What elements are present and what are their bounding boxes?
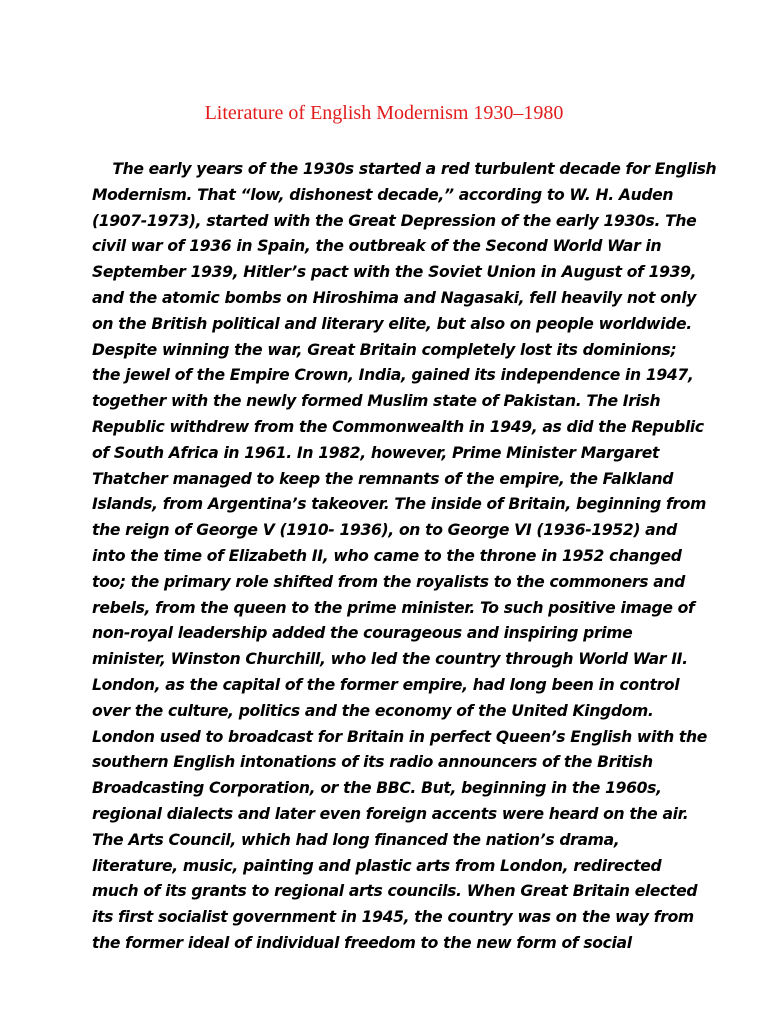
text-line: (1907-1973), started with the Great Depression of the early 1930s. The <box>92 211 697 230</box>
text-line: literature, music, painting and plastic arts from London, redirected <box>92 856 662 875</box>
text-line: the jewel of the Empire Crown, India, gained its independence in 1947, <box>92 366 694 385</box>
text-line: rebels, from the queen to the prime minister. To such positive image of <box>92 598 695 617</box>
text-line: Modernism. That “low, dishonest decade,” according to W. H. Auden <box>92 185 674 204</box>
document-title: Literature of English Modernism 1930–1980 <box>204 102 564 124</box>
text-line: civil war of 1936 in Spain, the outbreak of the Second World War in <box>92 237 662 256</box>
text-line: and the atomic bombs on Hiroshima and Nagasaki, fell heavily not only <box>92 288 697 307</box>
text-line: regional dialects and later even foreign accents were heard on the air. <box>92 804 689 823</box>
text-line: of South Africa in 1961. In 1982, however, Prime Minister Margaret <box>92 443 660 462</box>
text-line: Republic withdrew from the Commonwealth in 1949, as did the Republic <box>92 417 704 436</box>
text-line: minister, Winston Churchill, who led the country through World War II. <box>92 650 688 669</box>
text-line: too; the primary role shifted from the royalists to the commoners and <box>92 572 685 591</box>
text-line: the reign of George V (1910- 1936), on to George VI (1936-1952) and <box>92 521 677 540</box>
body-paragraph <box>92 157 732 957</box>
text-line: The early years of the 1930s started a red turbulent decade for English <box>92 160 717 178</box>
text-line: London used to broadcast for Britain in perfect Queen’s English with the <box>92 727 707 746</box>
text-line: together with the newly formed Muslim state of Pakistan. The Irish <box>92 392 661 411</box>
text-line: much of its grants to regional arts councils. When Great Britain elected <box>92 882 698 901</box>
text-line: into the time of Elizabeth II, who came to the throne in 1952 changed <box>92 546 682 565</box>
text-line: non-royal leadership added the courageous and inspiring prime <box>92 624 633 643</box>
text-line: Broadcasting Corporation, or the BBC. But, beginning in the 1960s, <box>92 779 662 798</box>
text-line: Despite winning the war, Great Britain completely lost its dominions; <box>92 340 677 359</box>
text-line: The Arts Council, which had long financed the nation’s drama, <box>92 830 620 849</box>
text-line: London, as the capital of the former empire, had long been in control <box>92 675 680 694</box>
text-line: its first socialist government in 1945, the country was on the way from <box>92 908 694 927</box>
text-line: Islands, from Argentina’s takeover. The inside of Britain, beginning from <box>92 495 706 514</box>
text-line: the former ideal of individual freedom to the new form of social <box>92 933 632 952</box>
text-line: on the British political and literary elite, but also on people worldwide. <box>92 314 692 333</box>
text-line: southern English intonations of its radio announcers of the British <box>92 753 653 772</box>
text-line: Thatcher managed to keep the remnants of the empire, the Falkland <box>92 469 674 488</box>
text-line: over the culture, politics and the economy of the United Kingdom. <box>92 701 654 720</box>
text-line: September 1939, Hitler’s pact with the Soviet Union in August of 1939, <box>92 263 697 282</box>
